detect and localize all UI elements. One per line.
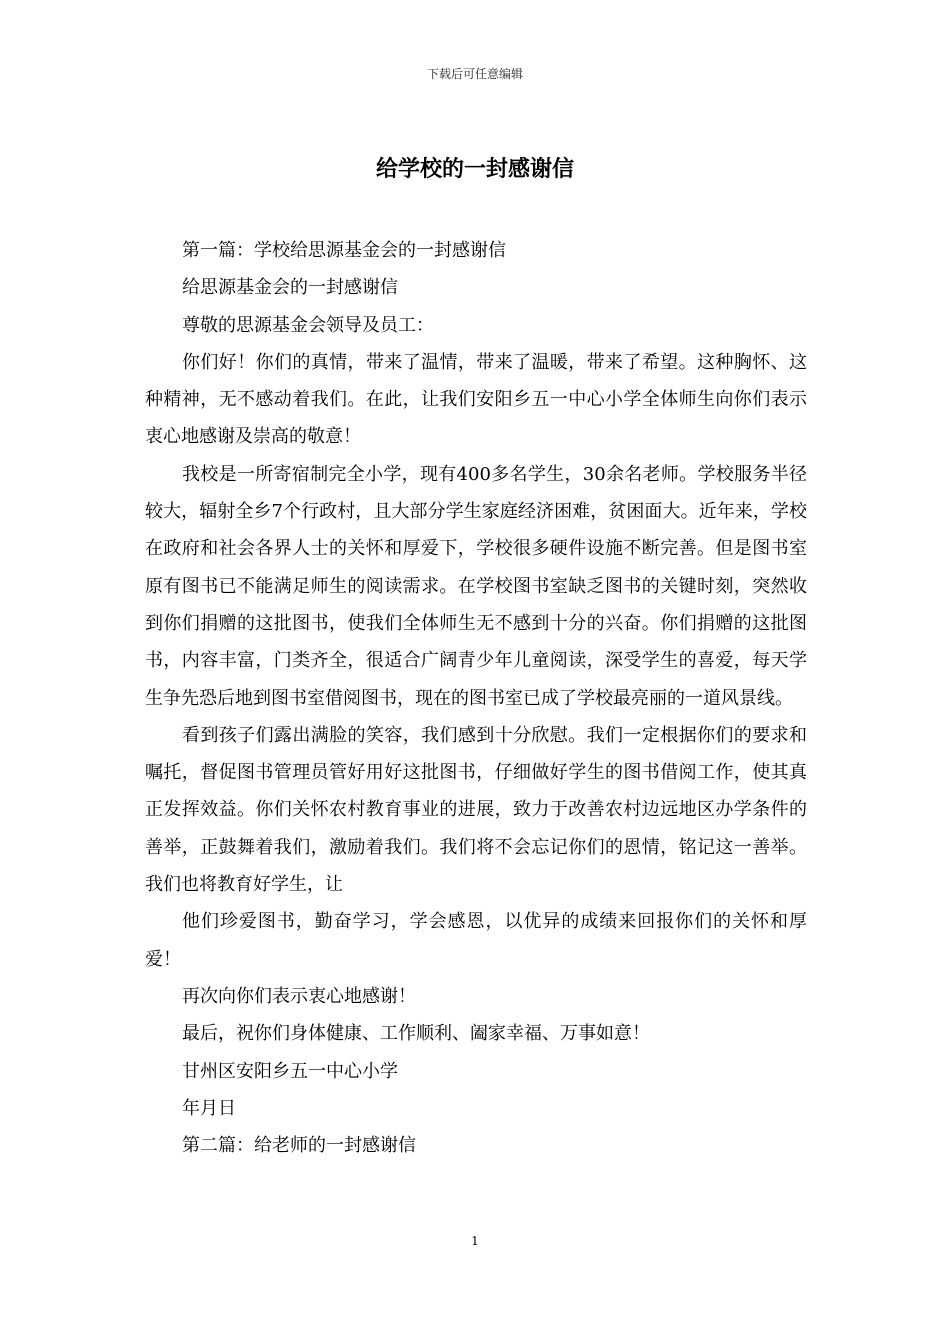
- letter-title: 给思源基金会的一封感谢信: [182, 277, 398, 299]
- body-paragraph: 他们珍爱图书，勤奋学习，学会感恩，以优异的成绩来回报你们的关怀和厚爱！: [145, 911, 807, 970]
- section-heading-1: 第一篇：学校给思源基金会的一封感谢信: [182, 240, 506, 261]
- closing-wishes: 最后，祝你们身体健康、工作顺利、阖家幸福、万事如意！: [182, 1023, 650, 1045]
- document-title: 给学校的一封感谢信: [375, 156, 574, 182]
- signature-school: 甘州区安阳乡五一中心小学: [182, 1060, 398, 1082]
- body-paragraph: 看到孩子们露出满脸的笑容，我们感到十分欣慰。我们一定根据你们的要求和嘱托，督促图书管理员管好用好这批图书，仔细做好学生的图书借阅工作，使其真正发挥效益。你们关怀农村教育事业的进展，致力于改善农村边远地区办学条件的善举，正鼓舞着我们，激励着我们。我们将不会忘记你们的恩情，铭记这一善举。我们也将教育好学生，让: [145, 724, 807, 896]
- page-number: 1: [471, 1234, 479, 1248]
- section-heading-2: 第二篇：给老师的一封感谢信: [182, 1135, 416, 1157]
- letter-salutation: 尊敬的思源基金会领导及员工：: [182, 314, 434, 336]
- signature-date: 年月日: [182, 1097, 236, 1119]
- page-header-note: 下载后可任意编辑: [426, 67, 523, 81]
- document-body: [145, 232, 807, 1164]
- closing-thanks: 再次向你们表示衷心地感谢！: [182, 985, 416, 1007]
- body-paragraph: 我校是一所寄宿制完全小学，现有400多名学生，30余名老师。学校服务半径较大，辐射全乡7个行政村，且大部分学生家庭经济困难，贫困面大。近年来，学校在政府和社会各界人士的关怀和厚爱下，学校很多硬件设施不断完善。但是图书室原有图书已不能满足师生的阅读需求。在学校图书室缺乏图书的关键时刻，突然收到你们捐赠的这批图书，使我们全体师生无不感到十分的兴奋。你们捐赠的这批图书，内容丰富，门类齐全，很适合广阔青少年儿童阅读，深受学生的喜爱，每天学生争先恐后地到图书室借阅图书，现在的图书室已成了学校最亮丽的一道风景线。: [145, 463, 807, 709]
- body-paragraph: 你们好！你们的真情，带来了温情，带来了温暖，带来了希望。这种胸怀、这种精神，无不感动着我们。在此，让我们安阳乡五一中心小学全体师生向你们表示衷心地感谢及崇高的敬意！: [145, 351, 807, 448]
